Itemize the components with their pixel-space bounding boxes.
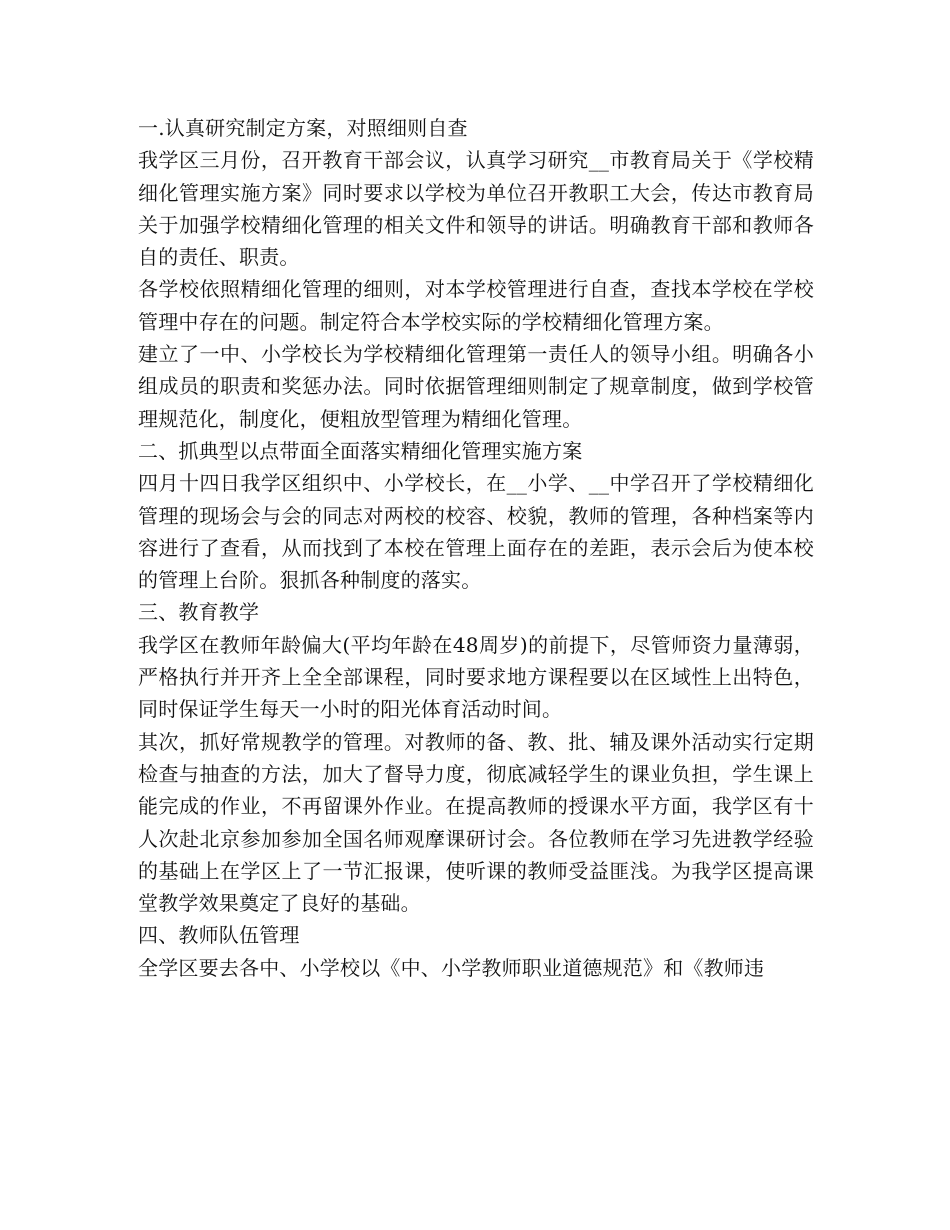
paragraph-6: 其次，抓好常规教学的管理。对教师的备、教、批、辅及课外活动实行定期检查与抽查的方法，加大了督导力度，彻底减轻学生的课业负担，学生课上能完成的作业，不再留课外作业。在提高教师的授课水平方面，我学区有十人次赴北京参加参加全国名师观摩课研讨会。各位教师在学习先进教学经验的基础上在学区上了一节汇报课，使听课的教师受益匪浅。为我学区提高课堂教学效果奠定了良好的基础。 [138, 729, 814, 916]
paragraph-5: 我学区在教师年龄偏大(平均年龄在48周岁)的前提下，尽管师资力量薄弱，严格执行并开齐上全全部课程，同时要求地方课程要以在区域性上出特色，同时保证学生每天一小时的阳光体育活动时间。 [138, 632, 814, 722]
paragraph-1: 我学区三月份，召开教育干部会议，认真学习研究__市教育局关于《学校精细化管理实施方案》同时要求以学校为单位召开教职工大会，传达市教育局关于加强学校精细化管理的相关文件和领导的讲话。明确教育干部和教师各自的责任、职责。 [138, 148, 814, 270]
section-heading-1: 一.认真研究制定方案，对照细则自查 [138, 116, 468, 140]
section-heading-4: 四、教师队伍管理 [138, 923, 300, 948]
paragraph-2: 各学校依照精细化管理的细则，对本学校管理进行自查，查找本学校在学校管理中存在的问题。制定符合本学校实际的学校精细化管理方案。 [138, 277, 814, 334]
paragraph-4: 四月十四日我学区组织中、小学校长，在__小学、__中学召开了学校精细化管理的现场会与会的同志对两校的校容、校貌，教师的管理，各种档案等内容进行了查看，从而找到了本校在管理上面存在的差距，表示会后为使本校的管理上台阶。狠抓各种制度的落实。 [138, 471, 814, 593]
section-heading-3: 三、教育教学 [138, 600, 260, 625]
document-page [138, 112, 814, 984]
paragraph-3: 建立了一中、小学校长为学校精细化管理第一责任人的领导小组。明确各小组成员的职责和奖惩办法。同时依据管理细则制定了规章制度，做到学校管理规范化，制度化，便粗放型管理为精细化管理。 [138, 342, 814, 431]
paragraph-7: 全学区要去各中、小学校以《中、小学教师职业道德规范》和《教师违 [138, 955, 765, 980]
section-heading-2: 二、抓典型以点带面全面落实精细化管理实施方案 [138, 438, 583, 463]
